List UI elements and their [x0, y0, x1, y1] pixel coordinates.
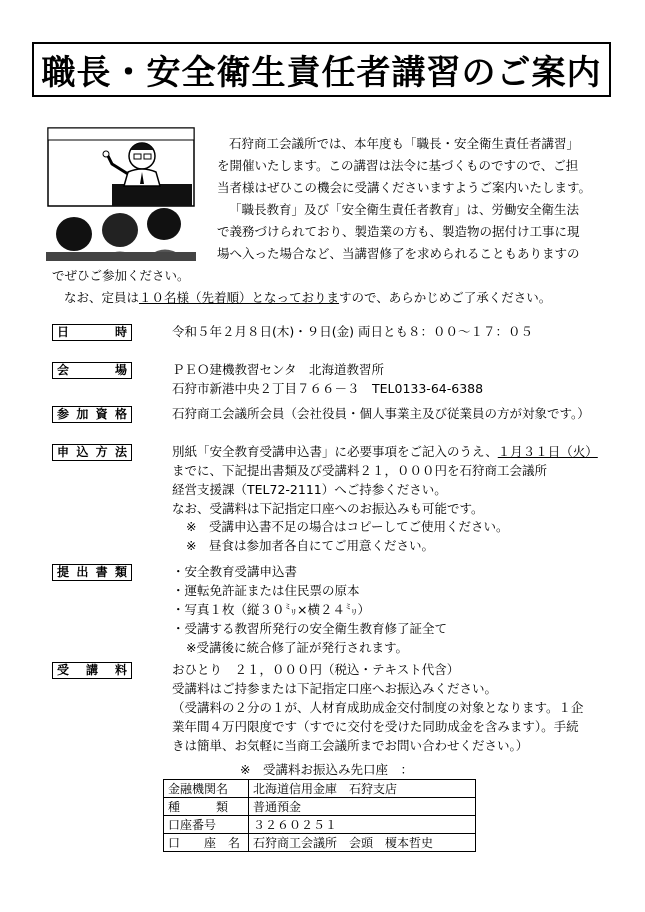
label-char: 資 [95, 407, 108, 421]
documents-item: ・安全教育受講申込書 [172, 564, 298, 579]
intro-line: で義務づけられており、製造業の方も、製造物の据付け工事に現 [217, 224, 580, 239]
label-venue [52, 362, 132, 379]
student-head-3 [147, 208, 181, 240]
capacity-note [64, 289, 551, 307]
label-char: 料 [114, 663, 127, 677]
label-char: 時 [114, 325, 127, 339]
application-pre: 別紙「安全教育受講申込書」に必要事項をご記入のうえ、 [172, 444, 498, 459]
label-char: 会 [57, 363, 70, 377]
intro-line: でぜひご参加ください。 [52, 268, 190, 283]
fee-line: 受講料はご持参または下記指定口座へお振込みください。 [172, 681, 498, 696]
application-deadline: １月３１日（火） [497, 444, 598, 459]
application-line [172, 443, 598, 461]
fee-line: きは簡単、お気軽に当商工会議所までお問い合わせください。） [172, 738, 529, 753]
table-row [164, 780, 476, 798]
intro-line: 場へ入った場合など、当講習修了を求められることもありますの [217, 246, 580, 261]
table-row [164, 798, 476, 816]
bank-key: 口座番号 [164, 816, 249, 834]
venue-address: 石狩市新港中央２丁目７６６－３ TEL0133-64-6388 [172, 381, 484, 396]
capacity-underlined: １０名様（先着順）となっておりま [139, 290, 340, 305]
capacity-pre: なお、定員は [64, 290, 140, 305]
bank-key: 口 座 名 [164, 834, 249, 852]
label-char: 書 [95, 565, 108, 579]
table-row [164, 816, 476, 834]
datetime-value: 令和５年２月８日(木)・９日(金) 両日とも８：００～１７：０５ [172, 324, 533, 339]
bank-account-table [163, 779, 476, 852]
label-char: 類 [114, 565, 127, 579]
eligibility-value: 石狩商工会議所会員（会社役員・個人事業主及び従業員の方が対象です。） [172, 406, 590, 421]
application-note: ※ 受講申込書不足の場合はコピーしてご使用ください。 [186, 519, 509, 534]
intro-line: を開催いたします。この講習は法令に基づくものですので、ご担 [217, 158, 579, 173]
label-char: 法 [114, 445, 127, 459]
title-box [32, 42, 611, 97]
page-title: 職長・安全衛生責任者講習のご案内 [41, 53, 602, 93]
application-line: 経営支援課（TEL72-2111）へご持参ください。 [172, 482, 447, 497]
student-head-2 [102, 213, 138, 247]
venue-name: ＰＥＯ建機教習センタ 北海道教習所 [172, 362, 385, 377]
bank-value: 石狩商工会議所 会頭 榎本哲史 [249, 834, 476, 852]
lectern [112, 184, 192, 206]
label-char: 受 [57, 663, 70, 677]
fee-line: 業年間４万円限度です（すでに交付を受けた同助成金を含みます）。手続 [172, 719, 579, 734]
bank-value: 北海道信用金庫 石狩支店 [249, 780, 476, 798]
bank-value: ３２６０２５１ [249, 816, 476, 834]
label-char: 日 [57, 325, 70, 339]
intro-line: 「職長教育」及び「安全衛生責任者教育」は、労働安全衛生法 [229, 202, 580, 217]
label-char: 申 [57, 445, 70, 459]
documents-item: ・受講する教習所発行の安全衛生教育修了証全て [172, 621, 448, 636]
label-eligibility [52, 406, 132, 423]
application-note: ※ 昼食は参加者各自にてご用意ください。 [186, 538, 434, 553]
documents-note: ※受講後に統合修了証が発行されます。 [186, 640, 408, 655]
bank-value: 普通預金 [249, 798, 476, 816]
application-line: なお、受講料は下記指定口座へのお振込みも可能です。 [172, 501, 484, 516]
intro-line: 当者様はぜひこの機会に受講くださいますようご案内いたします。 [217, 180, 592, 195]
label-char: 参 [57, 407, 70, 421]
capacity-post: すので、あらかじめご了承ください。 [339, 290, 552, 305]
documents-item: ・写真１枚（縦３０㍉×横２４㍉） [172, 602, 370, 617]
student-head-1 [56, 217, 92, 251]
label-char: 場 [114, 363, 127, 377]
application-line: までに、下記提出書類及び受講料２１，０００円を石狩商工会議所 [172, 463, 548, 478]
table-row [164, 834, 476, 852]
fee-line: おひとり ２１，０００円（税込・テキスト代含） [172, 662, 460, 677]
label-char: 出 [76, 565, 89, 579]
label-char: 講 [85, 663, 98, 677]
label-application [52, 444, 132, 461]
lecture-illustration [46, 126, 196, 261]
intro-line: 石狩商工会議所では、本年度も「職長・安全衛生責任者講習」 [229, 136, 580, 151]
label-datetime [52, 324, 132, 341]
fee-line: （受講料の２分の１が、人材育成助成金交付制度の対象となります。１企 [172, 700, 584, 715]
label-char: 格 [114, 407, 127, 421]
label-fee [52, 662, 132, 679]
label-char: 提 [57, 565, 70, 579]
bank-heading: ※ 受講料お振込み先口座 ： [240, 762, 413, 777]
label-char: 方 [95, 445, 108, 459]
label-char: 込 [76, 445, 89, 459]
bank-key: 金融機関名 [164, 780, 249, 798]
label-char: 加 [76, 407, 89, 421]
bank-key: 種 類 [164, 798, 249, 816]
documents-item: ・運転免許証または住民票の原本 [172, 583, 360, 598]
label-documents [52, 564, 132, 581]
